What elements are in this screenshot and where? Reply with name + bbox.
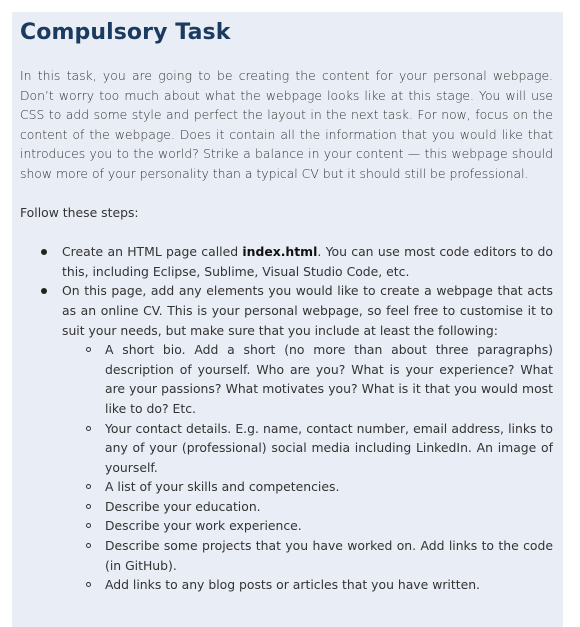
substep-text: Your contact details. E.g. name, contact number, email address, links to any of your (professional) social media including LinkedIn. An image of yourself. bbox=[105, 420, 553, 475]
hollow-bullet-icon bbox=[86, 347, 91, 352]
step-text: . You can use most code editors to do this, including Eclipse, Sublime, Visual Studio Code, etc. bbox=[62, 244, 553, 279]
substep-text: Describe some projects that you have worked on. Add links to the code (in GitHub). bbox=[105, 538, 553, 573]
hollow-bullet-icon bbox=[86, 523, 91, 528]
task-intro-paragraph: In this task, you are going to be creating the content for your personal webpage. Don’t worry too much about what the webpage looks like at this stage. You will use CSS to add some style and perfect the layout in the next task. For now, focus on the content of the webpage. Does it contain all the information that you would like that introduces you to the world? Strike a balance in your content — this webpage should show more of your personality than a typical CV but it should still be professional. bbox=[20, 68, 553, 181]
substep-item bbox=[62, 516, 553, 536]
bullet-icon bbox=[41, 249, 47, 255]
task-panel bbox=[12, 12, 563, 627]
bullet-icon bbox=[41, 288, 47, 294]
substep-item bbox=[62, 340, 553, 418]
hollow-bullet-icon bbox=[86, 543, 91, 548]
substep-text: Describe your work experience. bbox=[105, 518, 302, 534]
substep-text: Add links to any blog posts or articles that you have written. bbox=[105, 577, 480, 593]
step-item bbox=[20, 242, 553, 281]
substep-text: A short bio. Add a short (no more than about three paragraphs) description of yourself. Who are you? What is your experience? What are your passions? What motivates you? What is it that you would most like to do? Etc. bbox=[105, 342, 553, 416]
task-title: Compulsory Task bbox=[20, 20, 231, 45]
step-item bbox=[20, 281, 553, 595]
substep-text: Describe your education. bbox=[105, 498, 261, 514]
hollow-bullet-icon bbox=[86, 426, 91, 431]
steps-list bbox=[20, 242, 553, 595]
filename-bold: index.html bbox=[242, 244, 318, 260]
substep-item bbox=[62, 575, 553, 595]
substep-item bbox=[62, 497, 553, 517]
substep-text: A list of your skills and competencies. bbox=[105, 479, 340, 495]
hollow-bullet-icon bbox=[86, 484, 91, 489]
substep-item bbox=[62, 477, 553, 497]
substep-item bbox=[62, 419, 553, 478]
step-text: On this page, add any elements you would like to create a webpage that acts as an online CV. This is your personal webpage, so feel free to customise it to suit your needs, but make sure that you include at least the following: bbox=[62, 283, 553, 338]
hollow-bullet-icon bbox=[86, 504, 91, 509]
substep-item bbox=[62, 536, 553, 575]
substeps-list bbox=[62, 340, 553, 595]
hollow-bullet-icon bbox=[86, 582, 91, 587]
follow-steps-label: Follow these steps: bbox=[20, 204, 139, 220]
step-text: Create an HTML page called bbox=[62, 244, 243, 260]
